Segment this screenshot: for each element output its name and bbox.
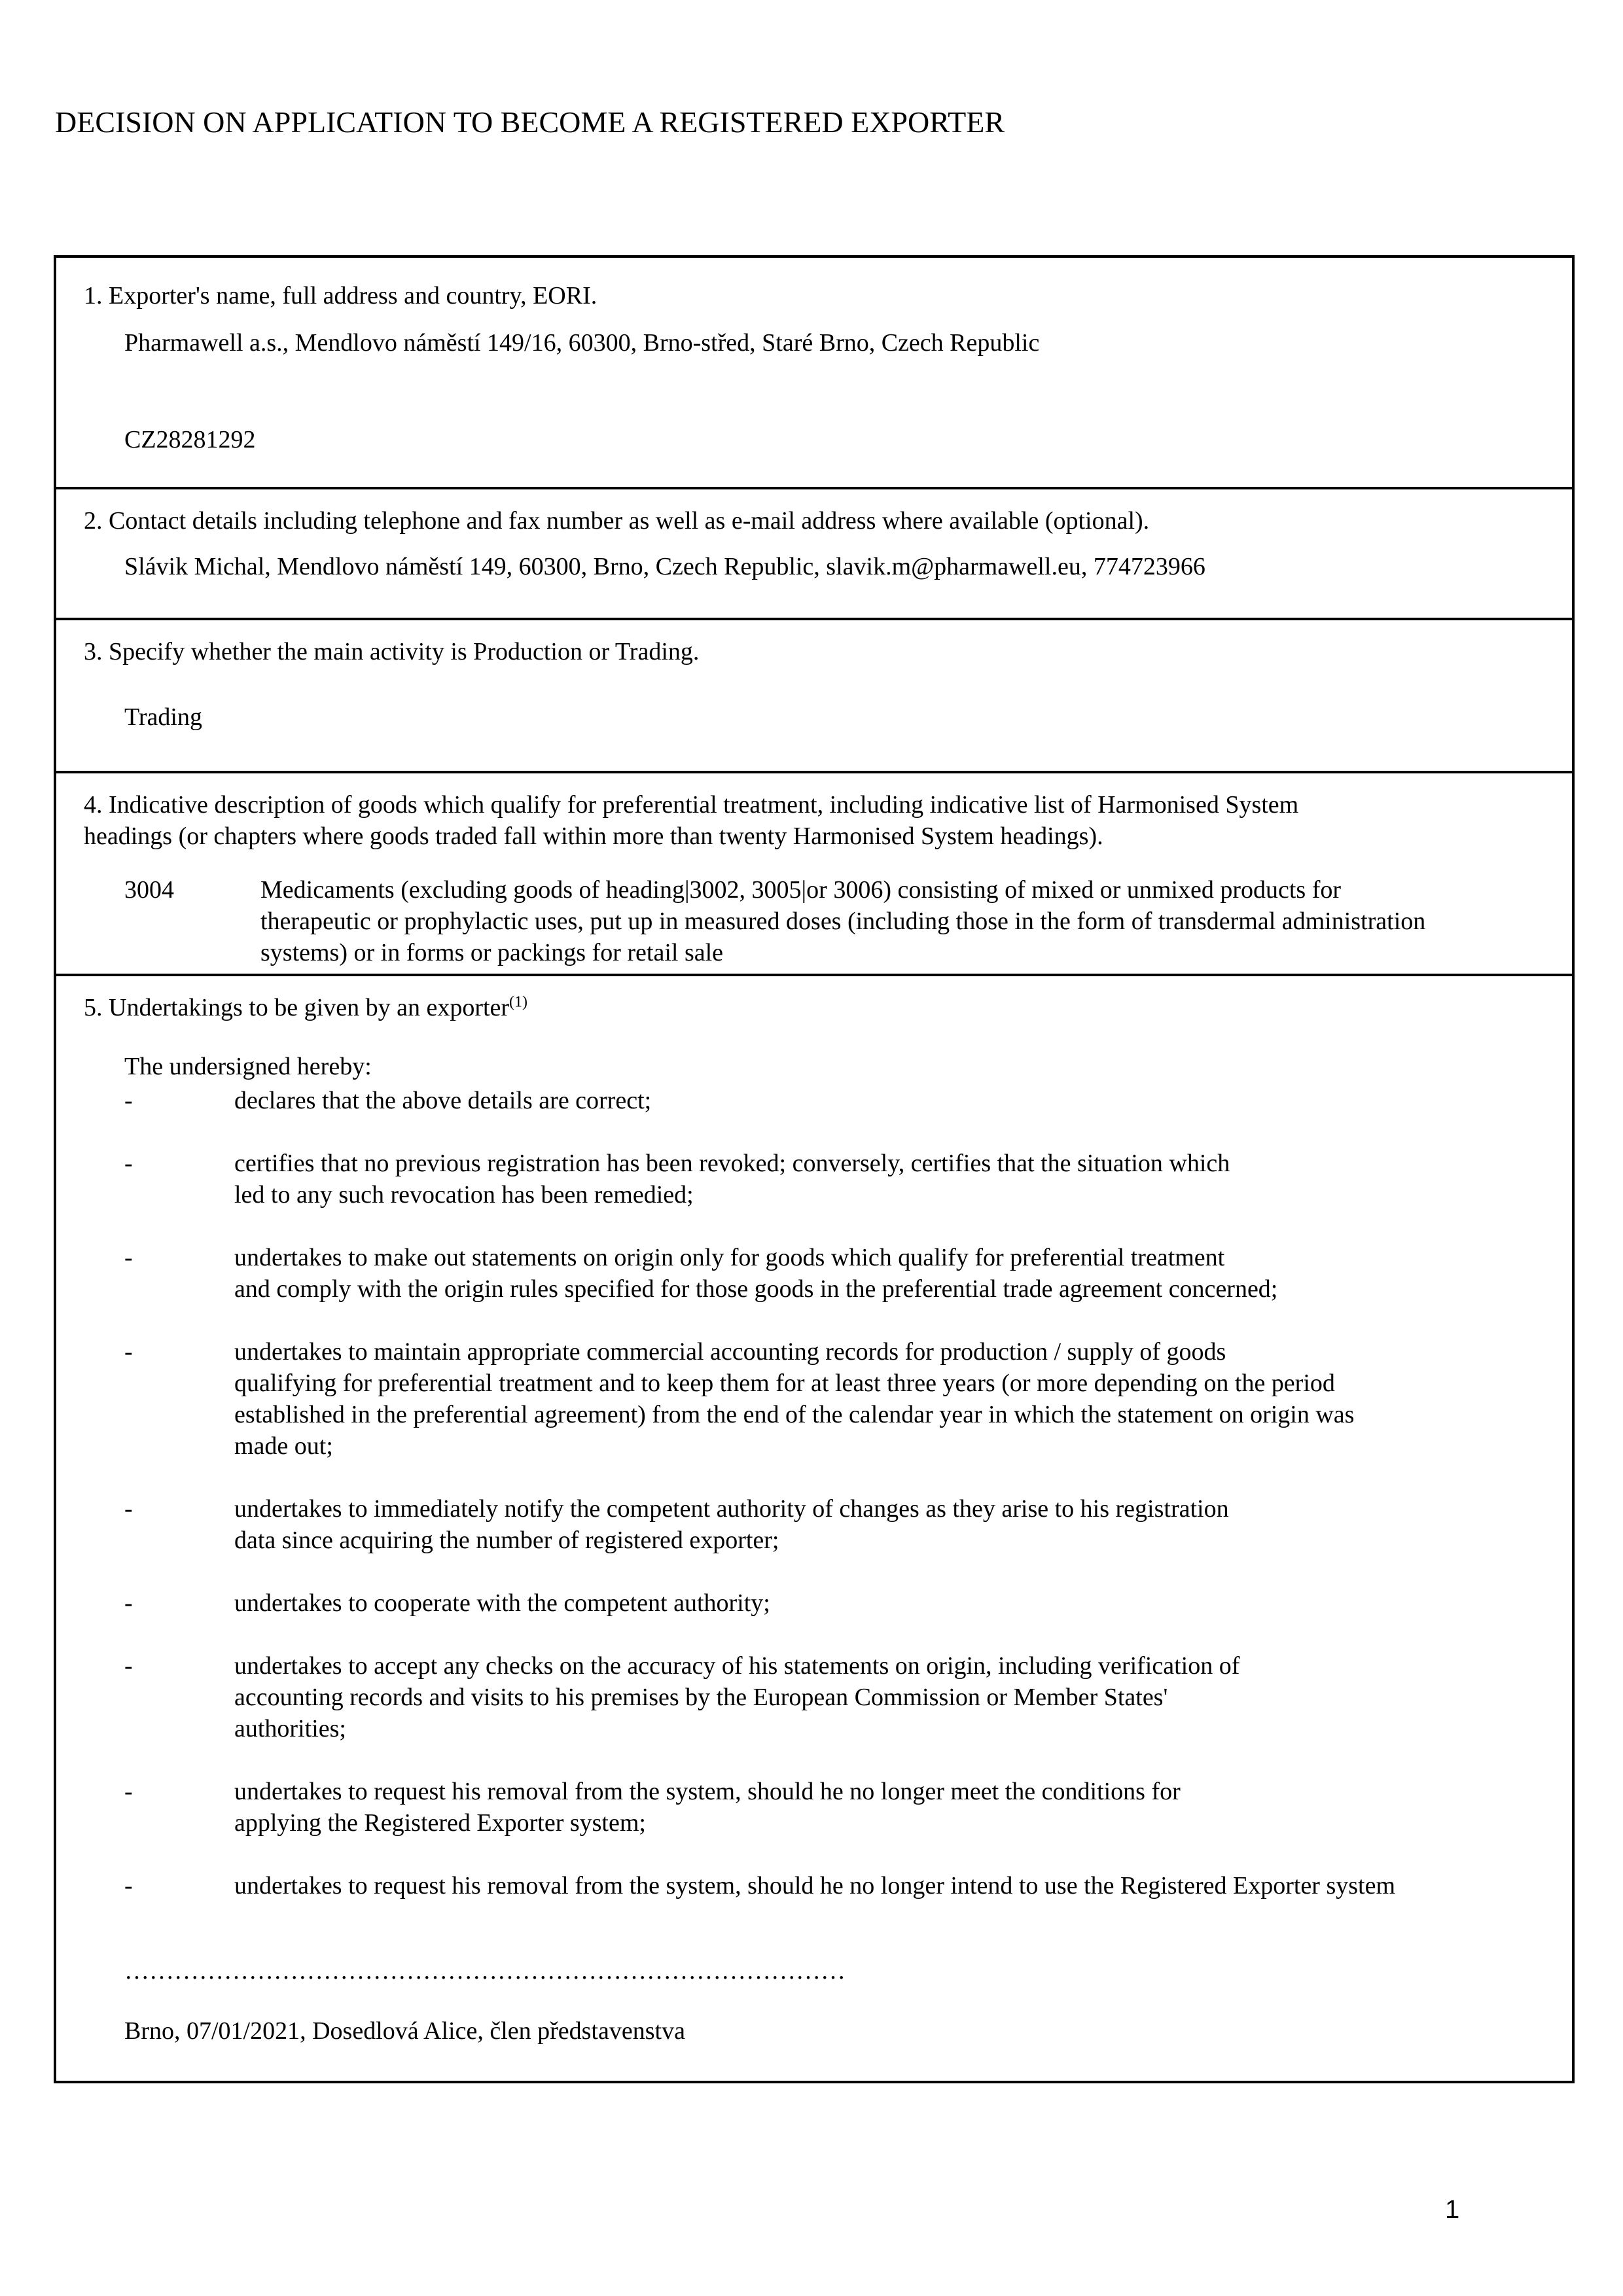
- goods-description-line-1: Medicaments (excluding goods of heading|3002, 3005|or 3006) consisting of mixed or unmixed products for: [260, 876, 1342, 904]
- signature-line: ……………………………………………………………………………: [124, 1957, 846, 1985]
- undertaking-bullet: -: [124, 1778, 133, 1805]
- undertaking-item-5-line-2: data since acquiring the number of registered exporter;: [234, 1527, 779, 1554]
- section-2-heading: 2. Contact details including telephone and fax number as well as e-mail address where available (optional).: [84, 507, 1150, 535]
- undertaking-item-4-line-3: established in the preferential agreement) from the end of the calendar year in which the statement on origin was: [234, 1401, 1355, 1428]
- undertaking-item-3-line-1: undertakes to make out statements on origin only for goods which qualify for preferential treatment: [234, 1244, 1225, 1271]
- undertaking-item-2-line-1: certifies that no previous registration has been revoked; conversely, certifies that the situation which: [234, 1150, 1230, 1177]
- undertaking-bullet: -: [124, 1652, 133, 1680]
- section-undertakings: [56, 974, 1572, 2081]
- undertaking-bullet: -: [124, 1244, 133, 1271]
- document-title: DECISION ON APPLICATION TO BECOME A REGISTERED EXPORTER: [55, 105, 1005, 139]
- page-number: 1: [1445, 2195, 1460, 2224]
- section-1-heading: 1. Exporter's name, full address and country, EORI.: [84, 282, 597, 309]
- section-5-heading-text: 5. Undertakings to be given by an exporter: [84, 994, 510, 1021]
- undertaking-item-8-line-2: applying the Registered Exporter system;: [234, 1809, 646, 1837]
- undertaking-bullet: -: [124, 1087, 133, 1114]
- main-activity: Trading: [124, 703, 202, 731]
- undertaking-item-2-line-2: led to any such revocation has been remedied;: [234, 1181, 694, 1209]
- section-4-heading-line-1: 4. Indicative description of goods which qualify for preferential treatment, including indicative list of Harmonised System: [84, 791, 1299, 819]
- undertaking-item-7-line-1: undertakes to accept any checks on the accuracy of his statements on origin, including verification of: [234, 1652, 1240, 1680]
- footnote-marker: (1): [509, 993, 528, 1011]
- undertakings-intro: The undersigned hereby:: [124, 1053, 372, 1080]
- undertaking-bullet: -: [124, 1589, 133, 1617]
- contact-details: Slávik Michal, Mendlovo náměstí 149, 60300, Brno, Czech Republic, slavik.m@pharmawell.eu, 774723966: [124, 553, 1205, 580]
- exporter-address: Pharmawell a.s., Mendlovo náměstí 149/16, 60300, Brno-střed, Staré Brno, Czech Republic: [124, 329, 1040, 357]
- signature-place-date-name: Brno, 07/01/2021, Dosedlová Alice, člen představenstva: [124, 2017, 685, 2045]
- section-contact: [56, 487, 1572, 618]
- section-goods: [56, 771, 1572, 974]
- goods-description-line-3: systems) or in forms or packings for retail sale: [260, 939, 724, 966]
- undertaking-item-4-line-4: made out;: [234, 1432, 333, 1460]
- exporter-eori: CZ28281292: [124, 426, 256, 453]
- undertaking-item-4-line-2: qualifying for preferential treatment and to keep them for at least three years (or more depending on the period: [234, 1369, 1335, 1397]
- section-5-heading: [84, 992, 527, 1023]
- hs-code: 3004: [124, 876, 174, 904]
- undertaking-bullet: -: [124, 1495, 133, 1523]
- undertaking-item-9-line-1: undertakes to request his removal from the system, should he no longer intend to use the Registered Exporter system: [234, 1872, 1395, 1899]
- undertaking-bullet: -: [124, 1338, 133, 1366]
- section-activity: [56, 618, 1572, 771]
- undertaking-item-1-line-1: declares that the above details are correct;: [234, 1087, 652, 1114]
- goods-description-line-2: therapeutic or prophylactic uses, put up in measured doses (including those in the form of transdermal administration: [260, 908, 1426, 935]
- undertaking-item-6-line-1: undertakes to cooperate with the competent authority;: [234, 1589, 770, 1617]
- undertaking-bullet: -: [124, 1150, 133, 1177]
- undertaking-bullet: -: [124, 1872, 133, 1899]
- undertaking-item-8-line-1: undertakes to request his removal from the system, should he no longer meet the conditions for: [234, 1778, 1181, 1805]
- undertaking-item-4-line-1: undertakes to maintain appropriate commercial accounting records for production / supply of goods: [234, 1338, 1226, 1366]
- undertaking-item-3-line-2: and comply with the origin rules specified for those goods in the preferential trade agreement concerned;: [234, 1275, 1278, 1303]
- registration-form: [54, 255, 1575, 2083]
- undertaking-item-5-line-1: undertakes to immediately notify the competent authority of changes as they arise to his registration: [234, 1495, 1229, 1523]
- section-exporter: [56, 258, 1572, 487]
- section-3-heading: 3. Specify whether the main activity is Production or Trading.: [84, 638, 700, 665]
- section-4-heading-line-2: headings (or chapters where goods traded fall within more than twenty Harmonised System headings).: [84, 822, 1103, 850]
- undertaking-item-7-line-3: authorities;: [234, 1715, 346, 1742]
- undertaking-item-7-line-2: accounting records and visits to his premises by the European Commission or Member States': [234, 1684, 1168, 1711]
